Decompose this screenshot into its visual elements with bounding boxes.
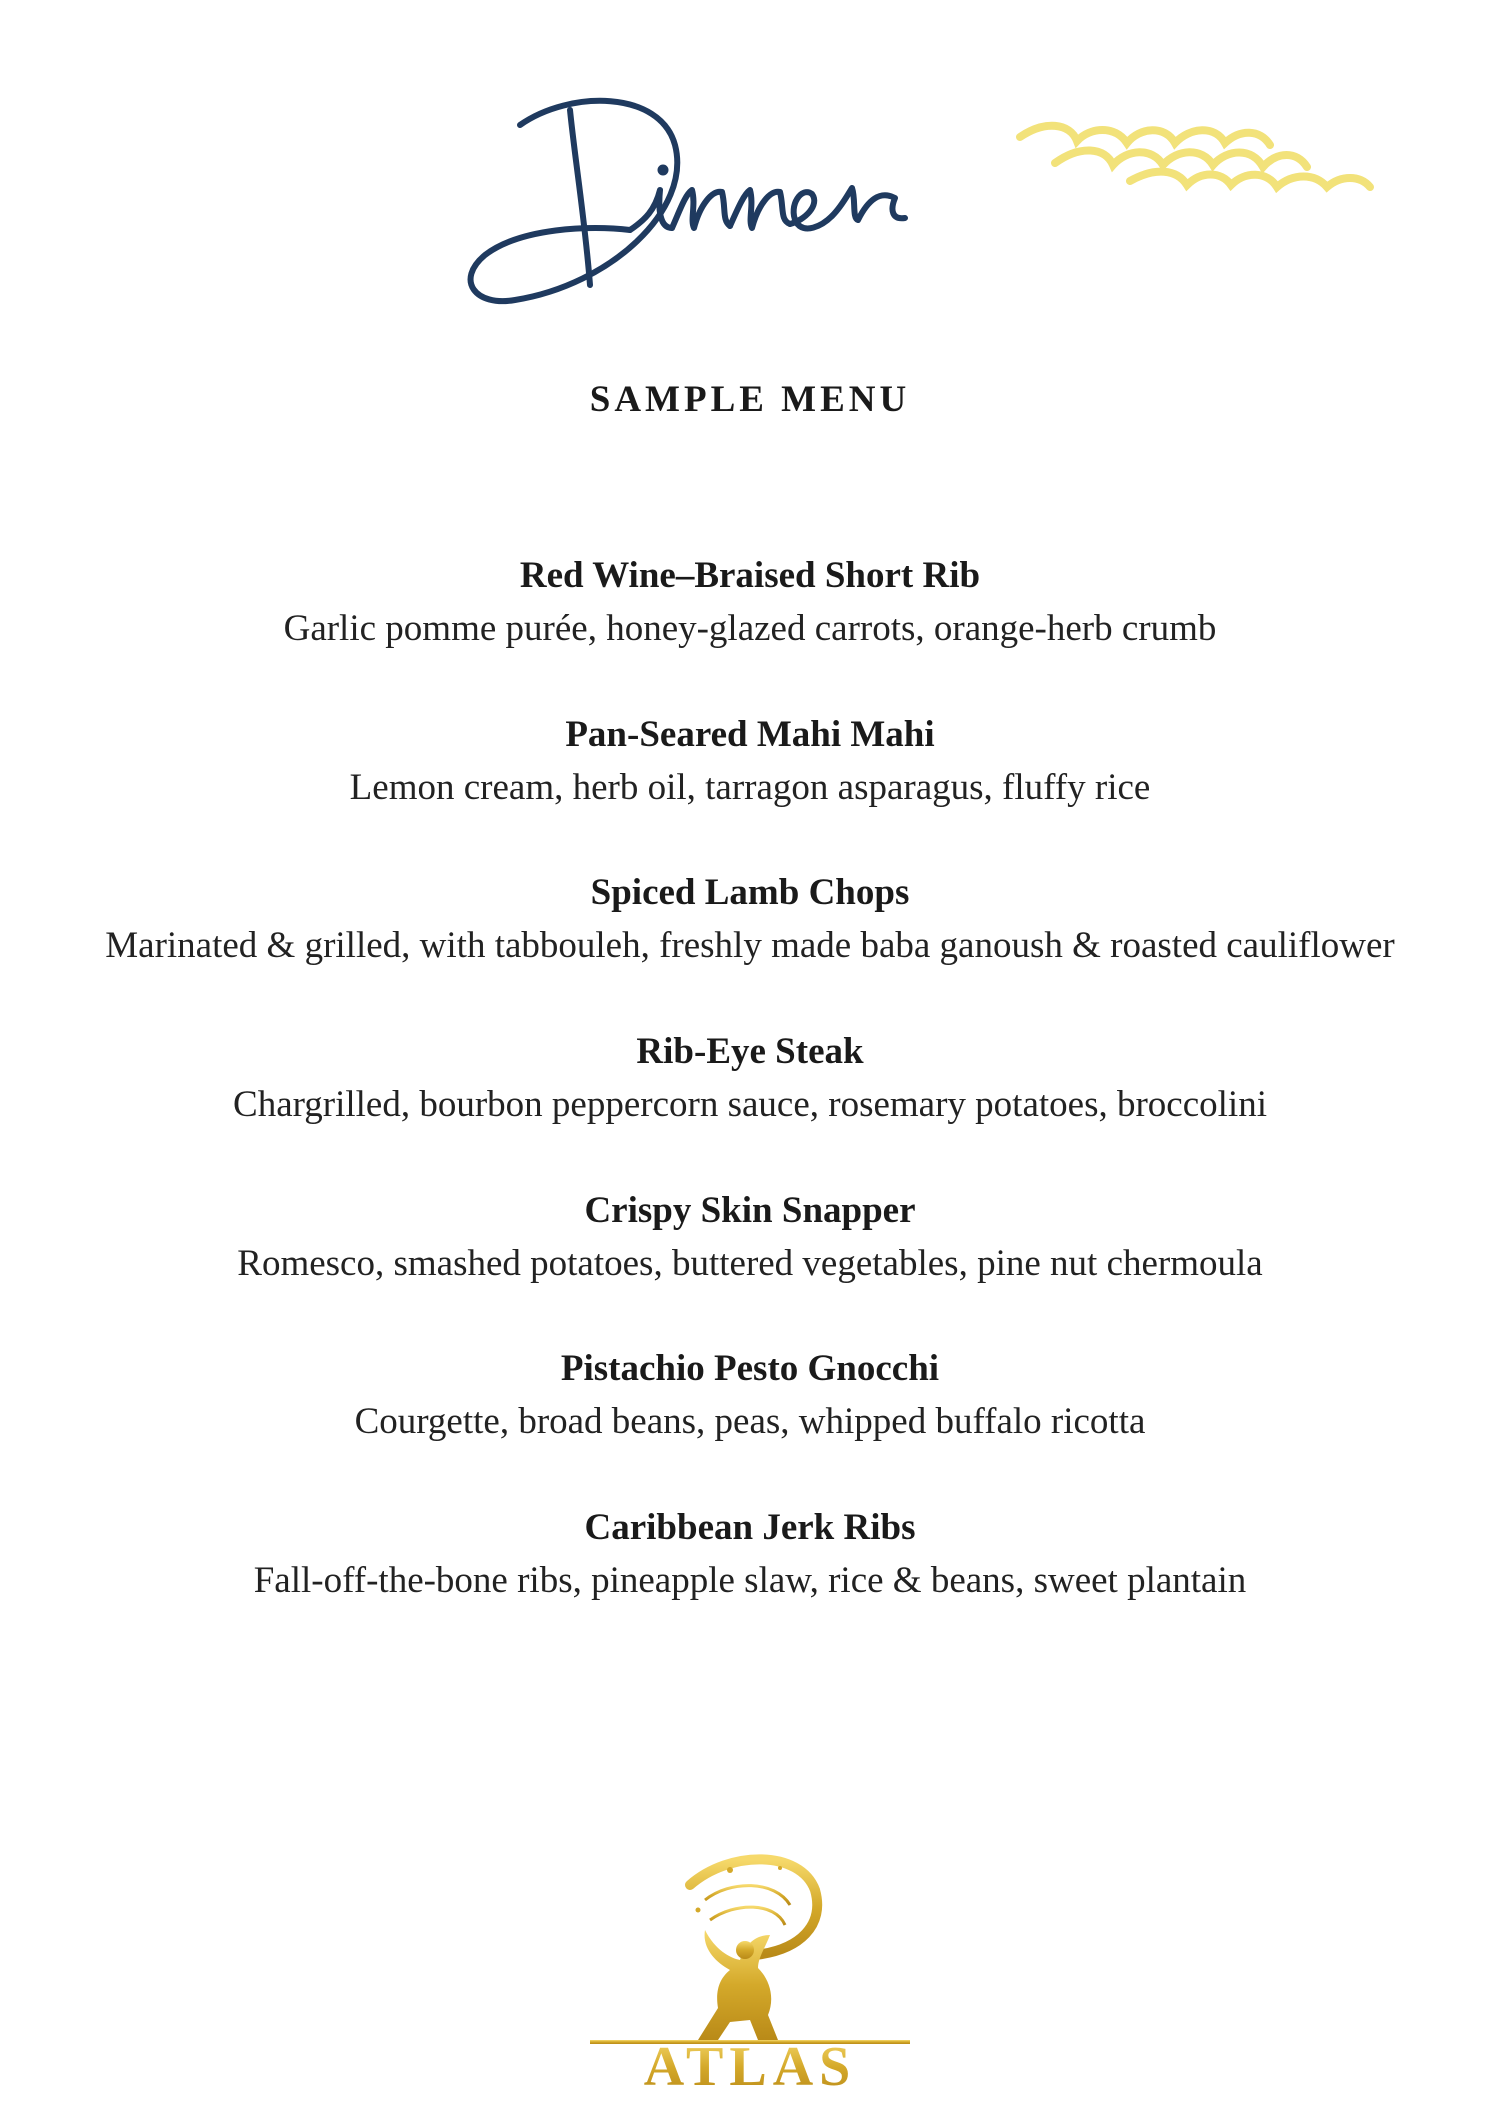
menu-title xyxy=(460,70,980,330)
atlas-figure-icon xyxy=(580,1840,920,2090)
menu-list xyxy=(0,548,1500,1659)
dish-name: Spiced Lamb Chops xyxy=(590,872,910,914)
menu-item xyxy=(0,1183,1500,1342)
dish-description: Garlic pomme purée, honey-glazed carrots, orange-herb crumb xyxy=(283,608,1217,649)
dish-description: Lemon cream, herb oil, tarragon asparagus, fluffy rice xyxy=(349,766,1151,808)
svg-text:ATLAS: ATLAS xyxy=(643,2036,857,2090)
atlas-logo xyxy=(580,1840,920,2090)
menu-item xyxy=(0,865,1500,1024)
waves-icon xyxy=(1015,115,1380,195)
dish-name: Pistachio Pesto Gnocchi xyxy=(560,1348,940,1390)
dish-description: Romesco, smashed potatoes, buttered vegetables, pine nut chermoula xyxy=(237,1242,1263,1284)
menu-subtitle: SAMPLE MENU xyxy=(589,379,911,420)
dish-description: Courgette, broad beans, peas, whipped buffalo ricotta xyxy=(354,1401,1146,1443)
dish-name: Crispy Skin Snapper xyxy=(584,1189,916,1231)
dish-description: Chargrilled, bourbon peppercorn sauce, rosemary potatoes, broccolini xyxy=(233,1084,1267,1126)
dish-description: Marinated & grilled, with tabbouleh, freshly made baba ganoush & roasted cauliflower xyxy=(105,925,1395,967)
dish-name: Pan-Seared Mahi Mahi xyxy=(565,713,935,755)
menu-item xyxy=(0,1500,1500,1659)
dish-name: Rib-Eye Steak xyxy=(636,1031,864,1073)
dish-description: Fall-off-the-bone ribs, pineapple slaw, rice & beans, sweet plantain xyxy=(253,1560,1247,1602)
menu-item xyxy=(0,548,1500,707)
menu-item xyxy=(0,707,1500,866)
waves-decoration xyxy=(1015,115,1380,195)
dish-name: Caribbean Jerk Ribs xyxy=(584,1507,916,1549)
menu-item xyxy=(0,1024,1500,1183)
dinner-script-title xyxy=(460,70,980,330)
dish-name: Red Wine–Braised Short Rib xyxy=(519,555,981,596)
menu-item xyxy=(0,1341,1500,1500)
